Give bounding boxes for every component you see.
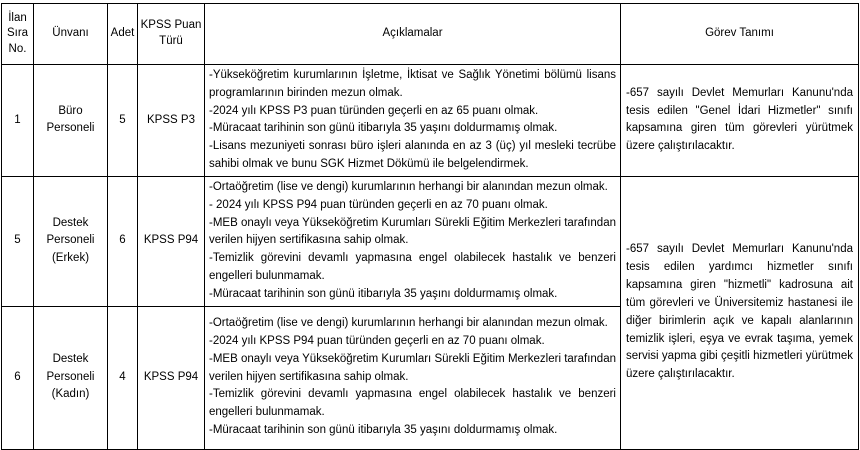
row-no: 5 bbox=[2, 176, 34, 306]
row-gorev: -657 sayılı Devlet Memurları Kanunu'nda tesis edilen "Genel İdari Hizmetler" sınıfı kapsamına giren tüm görevleri yürütmek üzere çalıştırılacaktır. bbox=[621, 65, 859, 177]
aciklama-item: -2024 yılı KPSS P94 puan türünden geçerli en az 70 puanı olmak. bbox=[209, 335, 545, 348]
aciklama-item: -MEB onaylı veya Yükseköğretim Kurumları Sürekli Eğitim Merkezleri tarafından verilen hijyen sertifikasına sahip olmak. bbox=[209, 216, 616, 247]
row-unvan: Destek Personeli (Erkek) bbox=[34, 176, 108, 306]
table-row bbox=[2, 176, 859, 306]
job-listing-table bbox=[1, 3, 859, 450]
row-no: 6 bbox=[2, 306, 34, 449]
table-row bbox=[2, 65, 859, 177]
header-no: İlan Sıra No. bbox=[2, 4, 34, 65]
row-kpss: KPSS P94 bbox=[138, 306, 205, 449]
aciklama-item: -2024 yılı KPSS P3 puan türünden geçerli en az 65 puanı olmak. bbox=[209, 104, 539, 117]
header-adet: Adet bbox=[108, 4, 138, 65]
aciklama-item: -Temizlik görevini devamlı yapmasına engel olabilecek hastalık ve benzeri engelleri bulunmamak. bbox=[209, 388, 616, 419]
row-unvan: Destek Personeli (Kadın) bbox=[34, 306, 108, 449]
aciklama-item: -Müracaat tarihinin son günü itibarıyla 35 yaşını doldurmamış olmak. bbox=[209, 287, 558, 300]
aciklama-item: -Ortaöğretim (lise ve dengi) kurumlarının herhangi bir alanından mezun olmak. bbox=[209, 317, 608, 330]
row-kpss: KPSS P3 bbox=[138, 65, 205, 177]
row-adet: 4 bbox=[108, 306, 138, 449]
aciklama-item: -Yükseköğretim kurumlarının İşletme, İktisat ve Sağlık Yönetimi bölümü lisans programlarının birinden mezun olmak. bbox=[209, 69, 616, 99]
aciklama-item: -Müracaat tarihinin son günü itibarıyla 35 yaşını doldurmamış olmak. bbox=[209, 424, 558, 437]
row-aciklamalar bbox=[205, 306, 621, 449]
row-aciklamalar bbox=[205, 65, 621, 177]
aciklama-item: -Lisans mezuniyeti sonrası büro işleri alanında en az 3 (üç) yıl mesleki tecrübe sahibi olmak ve bunu SGK Hizmet Dökümü ile belgelendirmek. bbox=[209, 140, 616, 171]
row-aciklamalar bbox=[205, 176, 621, 306]
aciklama-item: -Müracaat tarihinin son günü itibarıyla 35 yaşını doldurmamış olmak. bbox=[209, 122, 558, 135]
header-kpss: KPSS Puan Türü bbox=[138, 4, 205, 65]
header-gorev: Görev Tanımı bbox=[621, 4, 859, 65]
aciklama-item: -MEB onaylı veya Yükseköğretim Kurumları Sürekli Eğitim Merkezleri tarafından verilen hijyen sertifikasına sahip olmak. bbox=[209, 352, 616, 383]
header-aciklamalar: Açıklamalar bbox=[205, 4, 621, 65]
row-adet: 5 bbox=[108, 65, 138, 177]
row-unvan: Büro Personeli bbox=[34, 65, 108, 177]
row-no: 1 bbox=[2, 65, 34, 177]
aciklama-item: -Temizlik görevini devamlı yapmasına engel olabilecek hastalık ve benzeri engelleri bulunmamak. bbox=[209, 252, 616, 282]
row-kpss: KPSS P94 bbox=[138, 176, 205, 306]
header-unvan: Ünvanı bbox=[34, 4, 108, 65]
row-gorev-destek: -657 sayılı Devlet Memurları Kanunu'nda tesis edilen yardımcı hizmetler sınıfı kapsamına giren "hizmetli" kadrosuna ait tüm görevleri ve Üniversitemiz hastanesi ile diğer birimlerin açık ve kapalı alanlarının temizlik işleri, eşya ve evrak taşıma, yemek servisi yapma gibi çeşitli hizmetleri yürütmek üzere çalıştırılacaktır. bbox=[621, 176, 859, 449]
aciklama-item: - 2024 yılı KPSS P94 puan türünden geçerli en az 70 puanı olmak. bbox=[209, 198, 548, 211]
header-row bbox=[2, 4, 859, 65]
aciklama-item: -Ortaöğretim (lise ve dengi) kurumlarının herhangi bir alanından mezun olmak. bbox=[209, 180, 608, 193]
row-adet: 6 bbox=[108, 176, 138, 306]
